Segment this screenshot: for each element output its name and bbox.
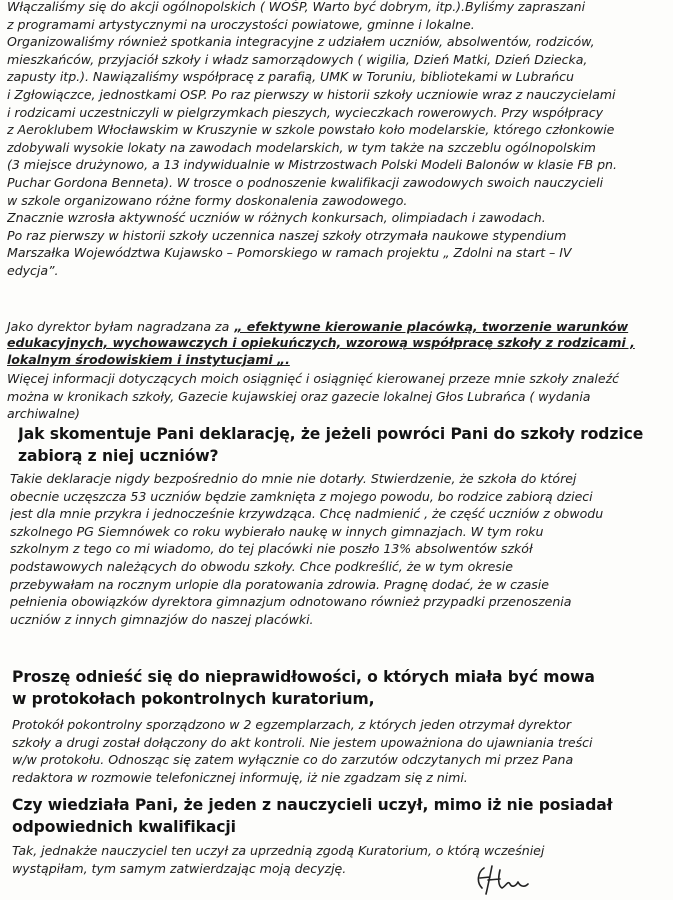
text-line: zapusty itp.). Nawiązaliśmy współpracę z parafią, UMK w Toruniu, bibliotekami w Lubrańcu: [7, 69, 574, 85]
text-line: pełnienia obowiązków dyrektora gimnazjum odnotowano również przypadki przenoszenia: [10, 594, 572, 610]
text-line: mieszkańców, przyjaciół szkoły i władz samorządowych ( wigilia, Dzień Matki, Dzień Dziecka,: [7, 51, 588, 67]
text-line: Takie deklaracje nigdy bezpośrednio do mnie nie dotarły. Stwierdzenie, że szkoła do której: [10, 471, 577, 486]
text-line: jest dla mnie przykra i jednocześnie krzywdząca. Chcę nadmienić , że część uczniów z obwodu: [10, 506, 604, 522]
text-line: edycja”.: [7, 262, 59, 278]
text-line: Po raz pierwszy w historii szkoły uczennica naszej szkoły otrzymała naukowe stypendium: [7, 227, 567, 243]
text-line: Jako dyrektor byłam nagradzana za: [7, 319, 230, 334]
question-heading: [12, 795, 673, 838]
award-text: „ efektywne kierowanie placówką, tworzenie warunków: [234, 319, 629, 334]
text-line: zdobywali wysokie lokaty na zawodach modelarskich, w tym także na szczeblu ogólnopolskim: [7, 139, 596, 155]
award-text: edukacyjnych, wychowawczych i opiekuńczych, wzorową współpracę szkoły z rodzicami ,: [7, 334, 635, 350]
heading-line: odpowiednich kwalifikacji: [12, 817, 236, 836]
answer-paragraph: [12, 716, 673, 786]
text-line: Włączaliśmy się do akcji ogólnopolskich ( WOŚP, Warto być dobrym, itp.).Byliśmy zapraszani: [7, 0, 586, 14]
text-line: szkolnego PG Siemnówek co roku wybierało naukę w innych gimnazjach. W tym roku: [10, 523, 544, 539]
text-line: Puchar Gordona Benneta). W trosce o podnoszenie kwalifikacji zawodowych swoich nauczycieli: [7, 174, 604, 190]
paragraph-more-info: [7, 370, 669, 423]
heading-line: Proszę odnieść się do nieprawidłowości, o których miała być mowa: [12, 668, 595, 686]
text-line: Więcej informacji dotyczących moich osiągnięć i osiągnięć kierowanej przeze mnie szkoły znaleźć: [7, 371, 620, 386]
text-line: przebywałam na rocznym urlopie dla poratowania zdrowia. Pragnę dodać, że w czasie: [10, 576, 549, 592]
heading-line: zabiorą z niej uczniów?: [18, 446, 219, 465]
text-line: archiwalne): [7, 406, 80, 422]
text-line: podstawowych należących do obwodu szkoły. Chce podkreślić, że w tym okresie: [10, 558, 513, 574]
text-line: Organizowaliśmy również spotkania integracyjne z udziałem uczniów, absolwentów, rodziców,: [7, 34, 595, 50]
award-text: lokalnym środowiskiem i instytucjami „.: [7, 352, 290, 368]
answer-paragraph: [12, 842, 673, 877]
paragraph-activities: [7, 0, 669, 280]
text-line: wystąpiłam, tym samym zatwierdzając moją decyzję.: [12, 860, 347, 876]
text-line: można w kronikach szkoły, Gazecie kujawskiej oraz gazecie lokalnej Głos Lubrańca ( wydania: [7, 388, 591, 404]
text-line: i rodzicami uczestniczyli w pielgrzymkach pieszych, wycieczkach rowerowych. Przy współpracy: [7, 104, 603, 120]
text-line: Protokół pokontrolny sporządzono w 2 egzemplarzach, z których jeden otrzymał dyrektor: [12, 717, 572, 732]
text-line: Marszałka Województwa Kujawsko – Pomorskiego w ramach projektu „ Zdolni na start – IV: [7, 245, 572, 261]
text-line: w/w protokołu. Odnosząc się zatem wyłącznie co do zarzutów odczytanych mi przez Pana: [12, 752, 574, 768]
text-line: obecnie uczęszcza 53 uczniów będzie zamknięta z mojego powodu, bo rodzice zabiorą dzieci: [10, 488, 593, 504]
text-line: z programami artystycznymi na uroczystości powiatowe, gminne i lokalne.: [7, 16, 475, 32]
heading-line: w protokołach pokontrolnych kuratorium,: [12, 689, 375, 708]
text-line: z Aeroklubem Włocławskim w Kruszynie w szkole powstało koło modelarskie, którego członkowie: [7, 122, 615, 138]
text-line: (3 miejsce drużynowo, a 13 indywidualnie w Mistrzostwach Polski Modeli Balonów w klasie FB pn.: [7, 157, 617, 173]
text-line: Znacznie wzrosła aktywność uczniów w różnych konkursach, olimpiadach i zawodach.: [7, 210, 546, 226]
heading-line: Jak skomentuje Pani deklarację, że jeżeli powróci Pani do szkoły rodzice: [18, 425, 644, 443]
text-line: uczniów z innych gimnazjów do naszej placówki.: [10, 611, 314, 627]
text-line: w szkole organizowano różne formy doskonalenia zawodowego.: [7, 192, 408, 208]
award-continued: [7, 334, 669, 369]
text-line: redaktora w rozmowie telefonicznej informuję, iż nie zgadzam się z nimi.: [12, 769, 468, 785]
text-line: i Zgłowiączce, jednostkami OSP. Po raz pierwszy w historii szkoły uczniowie wraz z nauczycielami: [7, 86, 616, 102]
answer-paragraph: [10, 470, 672, 628]
question-heading: [18, 424, 673, 467]
heading-line: Czy wiedziała Pani, że jeden z nauczycieli uczył, mimo iż nie posiadał: [12, 796, 613, 814]
text-line: szkolnym z tego co mi wiadomo, do tej placówki nie poszło 13% absolwentów szkół: [10, 541, 533, 557]
text-line: szkoły a drugi został dołączony do akt kontroli. Nie jestem upoważniona do ujawniania treści: [12, 734, 593, 750]
text-line: Tak, jednakże nauczyciel ten uczył za uprzednią zgodą Kuratorium, o którą wcześniej: [12, 843, 545, 858]
question-heading: [12, 667, 673, 710]
signature-icon: [470, 858, 550, 898]
